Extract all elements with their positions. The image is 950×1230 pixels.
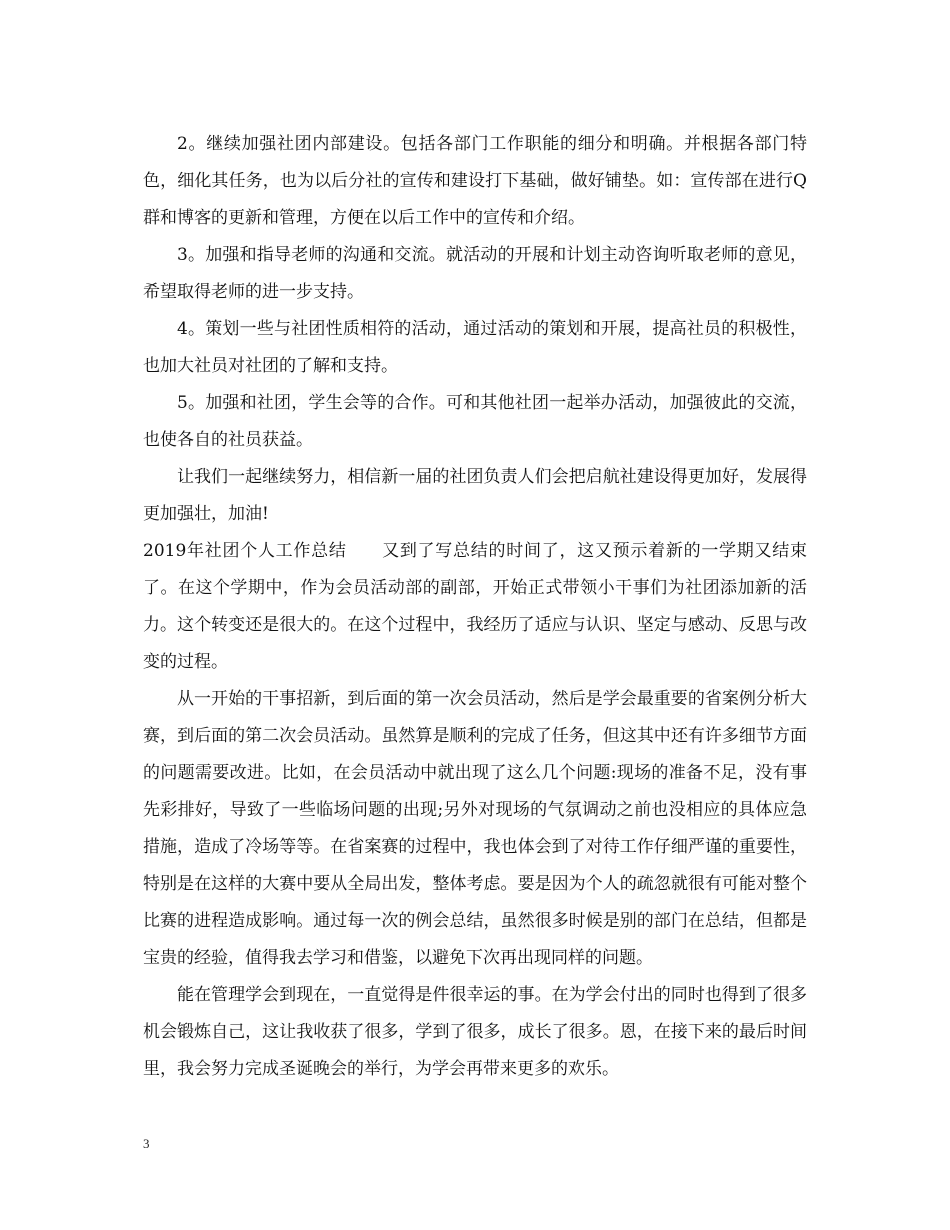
paragraph-conclusion: 能在管理学会到现在，一直觉得是件很幸运的事。在为学会付出的同时也得到了很多机会锻炼自己，这让我收获了很多，学到了很多，成长了很多。恩，在接下来的最后时间里，我会努力完成圣诞晚会的举行，为学会再带来更多的欢乐。 [143, 985, 807, 1079]
paragraph-item-2: 2。继续加强社团内部建设。包括各部门工作职能的细分和明确。并根据各部门特色，细化其任务，也为以后分社的宣传和建设打下基础，做好铺垫。如：宣传部在进行Q群和博客的更新和管理，方便在以后工作中的宣传和介绍。 [143, 134, 807, 228]
page-number: 3 [143, 1136, 150, 1151]
paragraph-activities: 从一开始的干事招新，到后面的第一次会员活动，然后是学会最重要的省案例分析大赛，到后面的第二次会员活动。虽然算是顺利的完成了任务，但这其中还有许多细节方面的问题需要改进。比如，在会员活动中就出现了这么几个问题:现场的准备不足，没有事先彩排好，导致了一些临场问题的出现;另外对现场的气氛调动之前也没相应的具体应急措施，造成了冷场等等。在省案赛的过程中，我也体会到了对待工作仔细严谨的重要性，特别是在这样的大赛中要从全局出发，整体考虑。要是因为个人的疏忽就很有可能对整个比赛的进程造成影响。通过每一次的例会总结，虽然很多时候是别的部门在总结，但都是宝贵的经验，值得我去学习和借鉴，以避免下次再出现同样的问题。 [143, 689, 807, 968]
paragraph-item-5: 5。加强和社团，学生会等的合作。可和其他社团一起举办活动，加强彼此的交流，也使各自的社员获益。 [143, 393, 807, 450]
paragraph-closing: 让我们一起继续努力，相信新一届的社团负责人们会把启航社建设得更加好，发展得更加强壮，加油! [143, 467, 807, 524]
document-body [143, 126, 807, 1088]
paragraph-item-4: 4。策划一些与社团性质相符的活动，通过活动的策划和开展，提高社员的积极性，也加大社员对社团的了解和支持。 [143, 319, 807, 376]
paragraph-summary-intro: 2019年社团个人工作总结 又到了写总结的时间了，这又预示着新的一学期又结束了。在这个学期中，作为会员活动部的副部，开始正式带领小干事们为社团添加新的活力。这个转变还是很大的。在这个过程中，我经历了适应与认识、坚定与感动、反思与改变的过程。 [143, 541, 807, 672]
paragraph-item-3: 3。加强和指导老师的沟通和交流。就活动的开展和计划主动咨询听取老师的意见，希望取得老师的进一步支持。 [143, 245, 807, 302]
